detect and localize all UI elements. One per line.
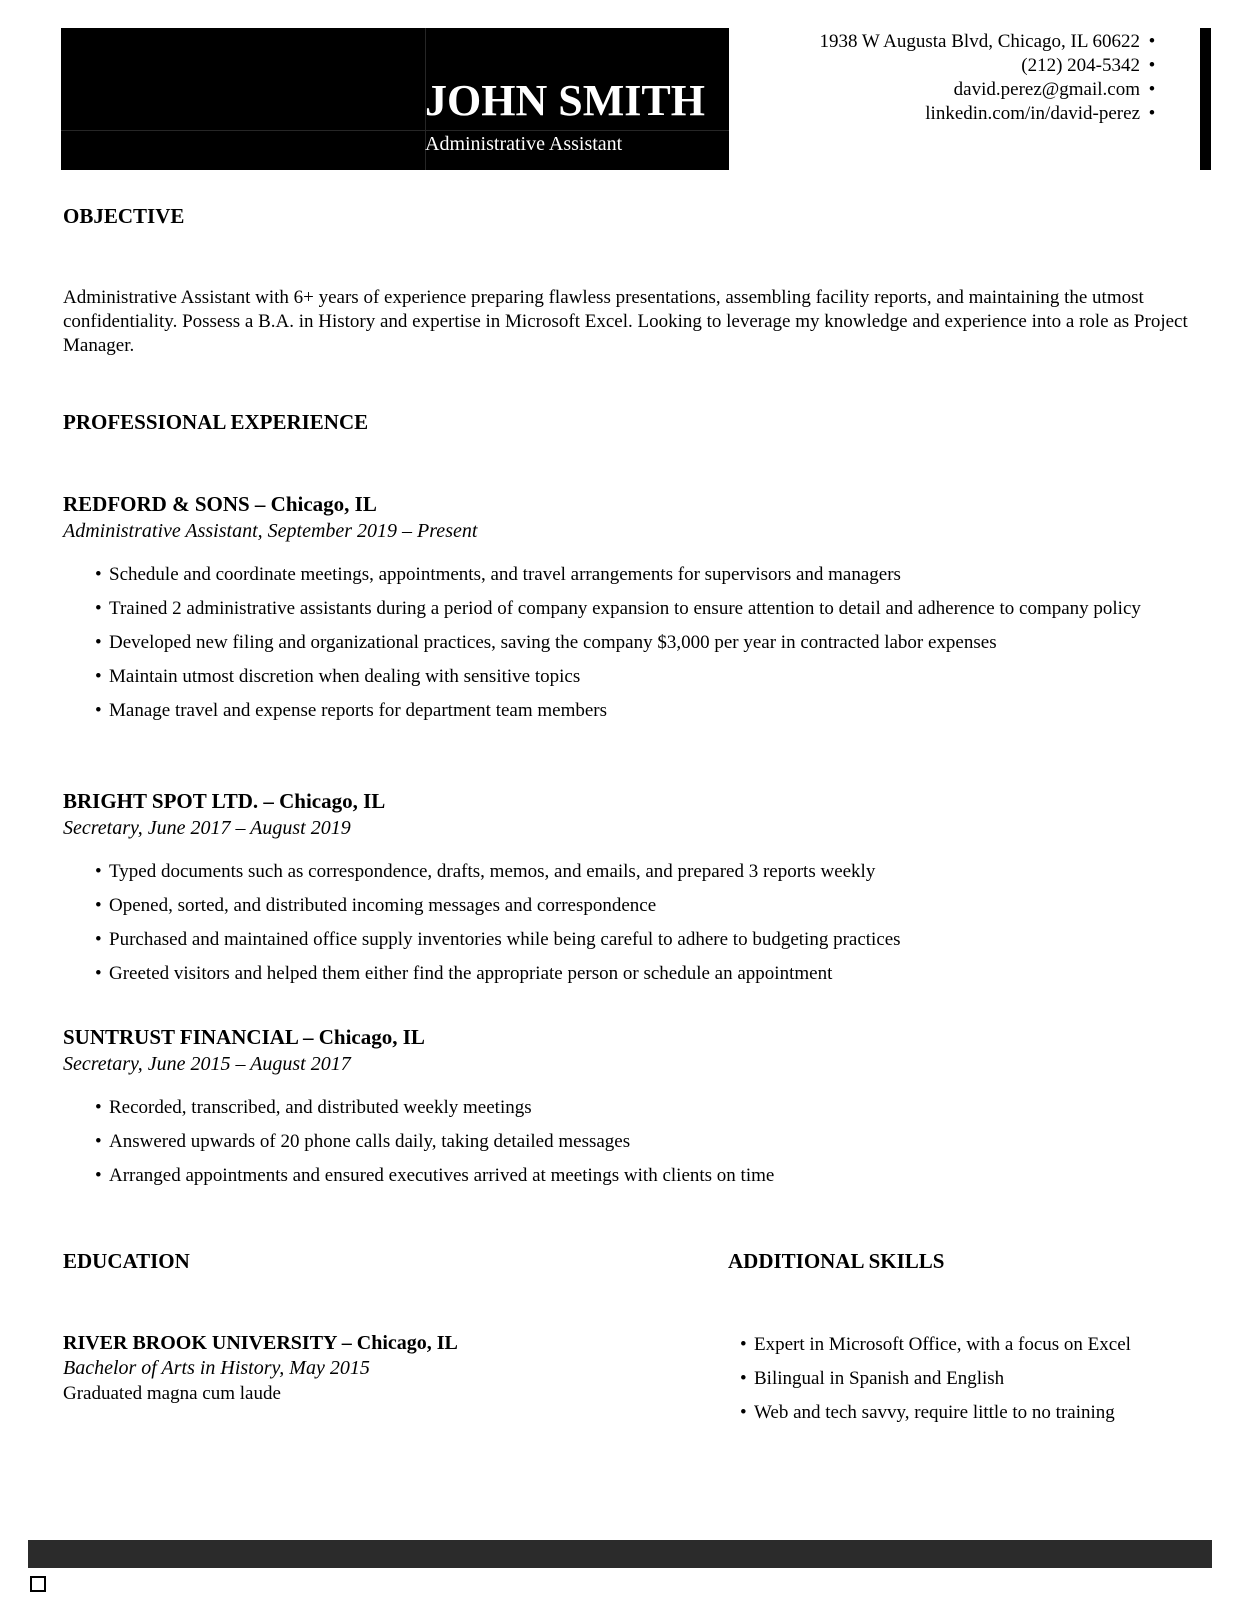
skills-heading: ADDITIONAL SKILLS: [728, 1249, 945, 1273]
list-item: • Opened, sorted, and distributed incoming messages and correspondence: [63, 893, 1193, 919]
list-item: • Typed documents such as correspondence, drafts, memos, and emails, and prepared 3 reports weekly: [63, 859, 1193, 885]
job-entry: [63, 1024, 1193, 1197]
job-entry: [63, 788, 1193, 995]
job-company: REDFORD & SONS – Chicago, IL: [63, 492, 377, 516]
job-company: SUNTRUST FINANCIAL – Chicago, IL: [63, 1025, 425, 1049]
contact-linkedin: linkedin.com/in/david-perez •: [819, 102, 1164, 126]
objective-heading: OBJECTIVE: [63, 204, 185, 228]
footer-bar: [28, 1540, 1212, 1568]
job-bullets: [63, 562, 1193, 724]
education-school: RIVER BROOK UNIVERSITY – Chicago, IL: [63, 1332, 458, 1354]
header-gridline: [61, 130, 729, 131]
list-item: • Manage travel and expense reports for department team members: [63, 698, 1193, 724]
contact-email: david.perez@gmail.com •: [819, 78, 1164, 102]
list-item: • Recorded, transcribed, and distributed weekly meetings: [63, 1095, 1193, 1121]
experience-heading: PROFESSIONAL EXPERIENCE: [63, 410, 369, 434]
job-role: Secretary, June 2017 – August 2019: [63, 817, 351, 839]
list-item: • Developed new filing and organizational practices, saving the company $3,000 per year in contracted labor expenses: [63, 630, 1193, 656]
list-item: • Bilingual in Spanish and English: [728, 1366, 1208, 1392]
list-item: • Web and tech savvy, require little to no training: [728, 1400, 1208, 1426]
education-note: Graduated magna cum laude: [63, 1383, 281, 1404]
list-item: • Greeted visitors and helped them either find the appropriate person or schedule an appointment: [63, 961, 1193, 987]
education-entry: [63, 1331, 663, 1406]
job-company: BRIGHT SPOT LTD. – Chicago, IL: [63, 789, 386, 813]
contact-address: 1938 W Augusta Blvd, Chicago, IL 60622 •: [819, 30, 1164, 54]
list-item: • Arranged appointments and ensured executives arrived at meetings with clients on time: [63, 1163, 1193, 1189]
skills-section: [728, 1332, 1208, 1434]
list-item: • Purchased and maintained office supply inventories while being careful to adhere to budgeting practices: [63, 927, 1193, 953]
job-bullets: [63, 859, 1193, 987]
job-bullets: [63, 1095, 1193, 1189]
candidate-name: JOHN SMITH: [425, 76, 705, 125]
candidate-title: Administrative Assistant: [425, 133, 623, 155]
skills-list: [728, 1332, 1208, 1426]
list-item: • Expert in Microsoft Office, with a focus on Excel: [728, 1332, 1208, 1358]
objective-text: Administrative Assistant with 6+ years of experience preparing flawless presentations, assembling facility reports, and maintaining the utmost confidentiality. Possess a B.A. in History and expertise in Microsoft Excel. Looking to leverage my knowledge and experience into a role as Project Manager.: [63, 287, 1188, 356]
job-entry: [63, 491, 1193, 732]
list-item: • Answered upwards of 20 phone calls daily, taking detailed messages: [63, 1129, 1193, 1155]
list-item: • Schedule and coordinate meetings, appointments, and travel arrangements for supervisors and managers: [63, 562, 1193, 588]
list-item: • Trained 2 administrative assistants during a period of company expansion to ensure attention to detail and adherence to company policy: [63, 596, 1193, 622]
job-role: Secretary, June 2015 – August 2017: [63, 1053, 351, 1075]
contact-list: [819, 30, 1164, 126]
list-item: • Maintain utmost discretion when dealing with sensitive topics: [63, 664, 1193, 690]
accent-bar: [1200, 28, 1211, 170]
education-degree: Bachelor of Arts in History, May 2015: [63, 1357, 370, 1379]
checkbox-icon: [30, 1576, 46, 1592]
education-heading: EDUCATION: [63, 1249, 190, 1273]
contact-phone: (212) 204-5342 •: [819, 54, 1164, 78]
job-role: Administrative Assistant, September 2019 – Present: [63, 520, 478, 542]
